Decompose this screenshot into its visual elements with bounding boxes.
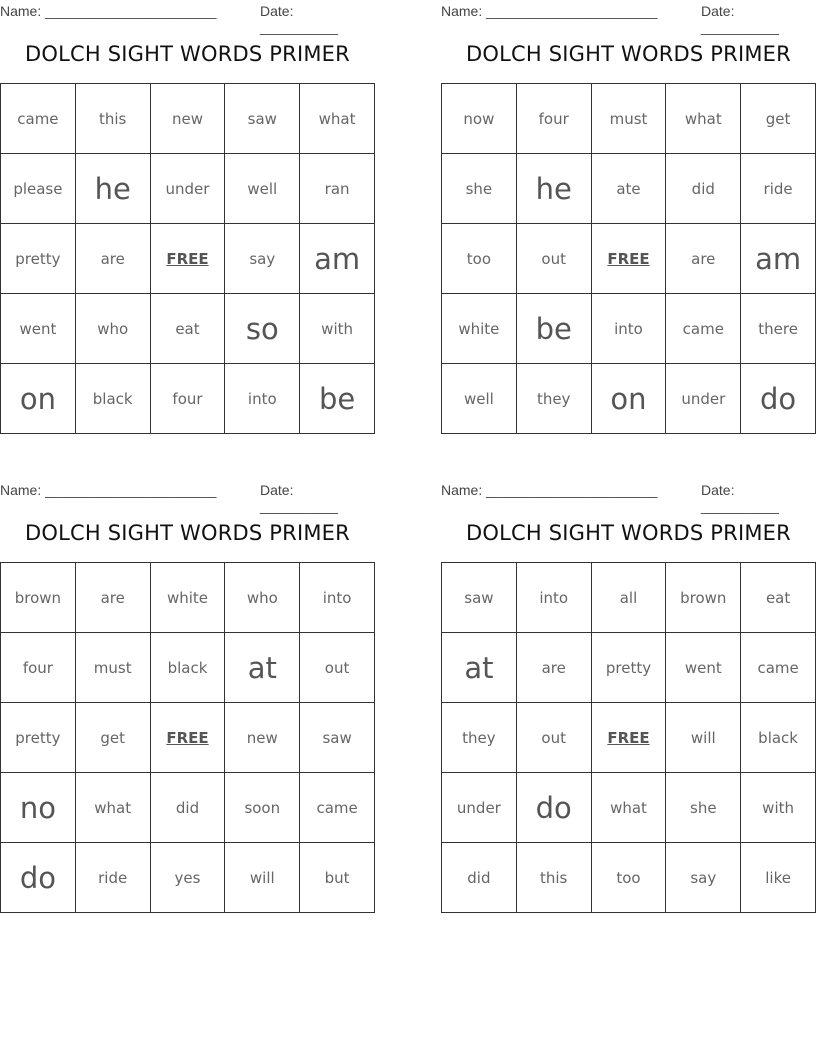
word-cell: with xyxy=(300,294,375,364)
word-cell: ride xyxy=(741,154,816,224)
word-cell: black xyxy=(75,364,150,434)
card-header xyxy=(0,479,375,514)
bingo-grid xyxy=(441,562,816,913)
grid-row xyxy=(442,633,816,703)
word-cell: black xyxy=(741,703,816,773)
grid-row xyxy=(1,703,375,773)
free-space-cell: FREE xyxy=(591,703,666,773)
word-cell: at xyxy=(442,633,517,703)
date-field-label: Date: __________ xyxy=(701,482,779,514)
word-cell: into xyxy=(300,563,375,633)
word-cell: am xyxy=(741,224,816,294)
word-cell: be xyxy=(516,294,591,364)
word-cell: they xyxy=(516,364,591,434)
word-cell: she xyxy=(666,773,741,843)
grid-row xyxy=(1,294,375,364)
name-field-label: Name: ______________________ xyxy=(0,482,217,498)
word-cell: must xyxy=(591,84,666,154)
word-cell: ate xyxy=(591,154,666,224)
card-title: DOLCH SIGHT WORDS PRIMER xyxy=(25,42,350,66)
word-cell: four xyxy=(516,84,591,154)
word-cell: did xyxy=(666,154,741,224)
grid-row xyxy=(1,563,375,633)
grid-row xyxy=(442,294,816,364)
word-cell: he xyxy=(516,154,591,224)
date-field-label: Date: __________ xyxy=(701,3,779,35)
word-cell: ride xyxy=(75,843,150,913)
word-cell: on xyxy=(591,364,666,434)
word-cell: at xyxy=(225,633,300,703)
card-title: DOLCH SIGHT WORDS PRIMER xyxy=(25,521,350,545)
word-cell: out xyxy=(300,633,375,703)
word-cell: pretty xyxy=(1,224,76,294)
word-cell: went xyxy=(666,633,741,703)
grid-row xyxy=(1,633,375,703)
word-cell: eat xyxy=(741,563,816,633)
word-cell: into xyxy=(516,563,591,633)
word-cell: get xyxy=(741,84,816,154)
grid-row xyxy=(1,84,375,154)
grid-row xyxy=(1,364,375,434)
free-space-cell: FREE xyxy=(150,224,225,294)
word-cell: this xyxy=(75,84,150,154)
word-cell: what xyxy=(300,84,375,154)
word-cell: no xyxy=(1,773,76,843)
word-cell: came xyxy=(1,84,76,154)
word-cell: saw xyxy=(442,563,517,633)
card-header xyxy=(441,479,816,514)
word-cell: pretty xyxy=(591,633,666,703)
word-cell: brown xyxy=(1,563,76,633)
word-cell: are xyxy=(666,224,741,294)
word-cell: black xyxy=(150,633,225,703)
word-cell: what xyxy=(666,84,741,154)
word-cell: get xyxy=(75,703,150,773)
word-cell: who xyxy=(225,563,300,633)
word-cell: but xyxy=(300,843,375,913)
word-cell: who xyxy=(75,294,150,364)
card-title: DOLCH SIGHT WORDS PRIMER xyxy=(466,42,791,66)
date-field-label: Date: __________ xyxy=(260,482,338,514)
word-cell: what xyxy=(591,773,666,843)
word-cell: brown xyxy=(666,563,741,633)
bingo-card-2 xyxy=(441,0,816,440)
grid-row xyxy=(1,224,375,294)
card-header xyxy=(441,0,816,35)
word-cell: under xyxy=(666,364,741,434)
word-cell: into xyxy=(225,364,300,434)
word-cell: under xyxy=(150,154,225,224)
word-cell: went xyxy=(1,294,76,364)
word-cell: ran xyxy=(300,154,375,224)
word-cell: she xyxy=(442,154,517,224)
word-cell: do xyxy=(516,773,591,843)
word-cell: please xyxy=(1,154,76,224)
name-field-label: Name: ______________________ xyxy=(441,3,658,19)
grid-row xyxy=(1,154,375,224)
word-cell: will xyxy=(666,703,741,773)
word-cell: did xyxy=(442,843,517,913)
word-cell: new xyxy=(150,84,225,154)
grid-row xyxy=(442,154,816,224)
word-cell: say xyxy=(666,843,741,913)
word-cell: did xyxy=(150,773,225,843)
word-cell: out xyxy=(516,703,591,773)
grid-row xyxy=(442,843,816,913)
word-cell: like xyxy=(741,843,816,913)
bingo-grid xyxy=(0,562,375,913)
word-cell: be xyxy=(300,364,375,434)
grid-row xyxy=(442,703,816,773)
word-cell: eat xyxy=(150,294,225,364)
word-cell: what xyxy=(75,773,150,843)
bingo-grid xyxy=(441,83,816,434)
grid-row xyxy=(442,773,816,843)
word-cell: four xyxy=(150,364,225,434)
word-cell: pretty xyxy=(1,703,76,773)
word-cell: white xyxy=(150,563,225,633)
word-cell: will xyxy=(225,843,300,913)
grid-row xyxy=(1,843,375,913)
word-cell: into xyxy=(591,294,666,364)
word-cell: came xyxy=(666,294,741,364)
word-cell: he xyxy=(75,154,150,224)
word-cell: say xyxy=(225,224,300,294)
word-cell: soon xyxy=(225,773,300,843)
bingo-card-3 xyxy=(0,479,375,919)
word-cell: with xyxy=(741,773,816,843)
word-cell: came xyxy=(300,773,375,843)
word-cell: white xyxy=(442,294,517,364)
word-cell: must xyxy=(75,633,150,703)
word-cell: well xyxy=(442,364,517,434)
word-cell: came xyxy=(741,633,816,703)
word-cell: they xyxy=(442,703,517,773)
word-cell: saw xyxy=(300,703,375,773)
word-cell: are xyxy=(75,224,150,294)
word-cell: four xyxy=(1,633,76,703)
word-cell: do xyxy=(1,843,76,913)
word-cell: well xyxy=(225,154,300,224)
card-header xyxy=(0,0,375,35)
bingo-card-1 xyxy=(0,0,375,440)
word-cell: are xyxy=(75,563,150,633)
word-cell: on xyxy=(1,364,76,434)
word-cell: saw xyxy=(225,84,300,154)
grid-row xyxy=(442,224,816,294)
word-cell: too xyxy=(591,843,666,913)
word-cell: do xyxy=(741,364,816,434)
name-field-label: Name: ______________________ xyxy=(441,482,658,498)
grid-row xyxy=(1,773,375,843)
word-cell: yes xyxy=(150,843,225,913)
card-title: DOLCH SIGHT WORDS PRIMER xyxy=(466,521,791,545)
grid-row xyxy=(442,84,816,154)
word-cell: out xyxy=(516,224,591,294)
grid-row xyxy=(442,563,816,633)
word-cell: now xyxy=(442,84,517,154)
bingo-grid xyxy=(0,83,375,434)
word-cell: this xyxy=(516,843,591,913)
free-space-cell: FREE xyxy=(150,703,225,773)
bingo-card-4 xyxy=(441,479,816,919)
free-space-cell: FREE xyxy=(591,224,666,294)
word-cell: new xyxy=(225,703,300,773)
word-cell: all xyxy=(591,563,666,633)
word-cell: are xyxy=(516,633,591,703)
grid-row xyxy=(442,364,816,434)
word-cell: so xyxy=(225,294,300,364)
word-cell: there xyxy=(741,294,816,364)
word-cell: too xyxy=(442,224,517,294)
name-field-label: Name: ______________________ xyxy=(0,3,217,19)
date-field-label: Date: __________ xyxy=(260,3,338,35)
word-cell: am xyxy=(300,224,375,294)
word-cell: under xyxy=(442,773,517,843)
